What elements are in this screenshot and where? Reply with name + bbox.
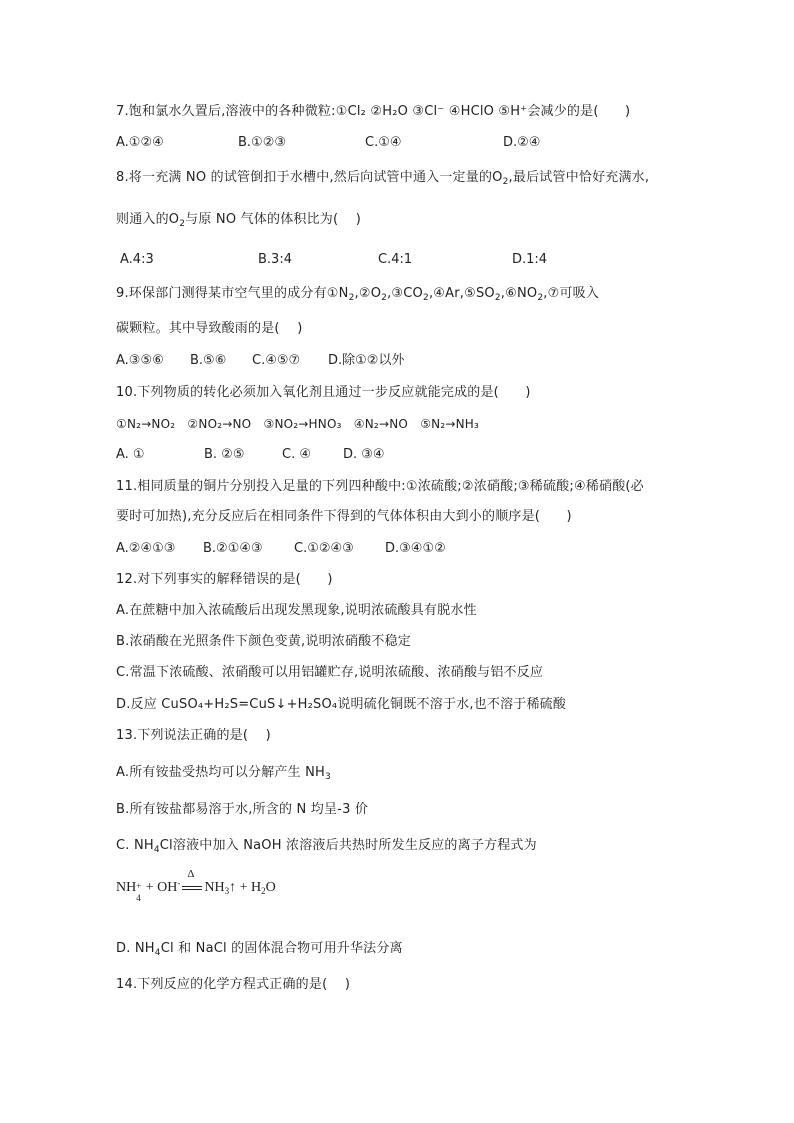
q9-stem-f: ,⑦可吸入 bbox=[543, 286, 600, 301]
q7-option-c: C.①④ bbox=[365, 135, 402, 150]
q12-option-c: C.常温下浓硫酸、浓硝酸可以用铝罐贮存,说明浓硫酸、浓硝酸与铝不反应 bbox=[116, 665, 544, 680]
q8-stem-line2: 则通入的$O_2$与原 NO 气体的体积比为( ) bbox=[116, 212, 362, 229]
q8-stem-d: 与原 NO 气体的体积比为( ) bbox=[185, 212, 362, 227]
q11-stem-line1: 11.相同质量的铜片分别投入足量的下列四种酸中:①浓硫酸;②浓硝酸;③稀硫酸;④稀硝酸(必 bbox=[116, 479, 644, 494]
eq-o: O bbox=[265, 880, 276, 895]
eq-up-h: ↑ + H bbox=[229, 880, 262, 895]
q8-option-c: C.4:1 bbox=[378, 252, 413, 267]
q13-option-d bbox=[116, 940, 403, 962]
eq-charge-plus: + bbox=[136, 881, 142, 891]
q8-option-a: A.4:3 bbox=[120, 252, 154, 267]
q9-stem-c: ,③CO bbox=[387, 286, 423, 301]
eq-sub-4: 4 bbox=[136, 893, 141, 903]
q14-stem: 14.下列反应的化学方程式正确的是( ) bbox=[116, 977, 351, 992]
q7-option-b: B.①②③ bbox=[238, 135, 287, 150]
q8-stem-a: 8.将一充满 NO 的试管倒扣于水槽中,然后向试管中通入一定量的O bbox=[116, 170, 503, 185]
q13-stem: 13.下列说法正确的是( ) bbox=[116, 728, 271, 743]
q13-option-c-sub: 4 bbox=[153, 845, 160, 855]
q11-option-c: C.①②④③ bbox=[294, 541, 354, 556]
q9-stem-line2: 碳颗粒。其中导致酸雨的是( ) bbox=[116, 321, 303, 336]
q9-stem-d: ,④Ar,⑤SO bbox=[428, 286, 495, 301]
q13-option-d-sub: 4 bbox=[154, 948, 161, 958]
q7-option-a: A.①②④ bbox=[116, 135, 164, 150]
q10-stem: 10.下列物质的转化必须加入氧化剂且通过一步反应就能完成的是( ) bbox=[116, 385, 531, 400]
q11-option-b: B.②①④③ bbox=[203, 541, 263, 556]
q13-option-a-text: A.所有铵盐受热均可以分解产生 NH bbox=[116, 765, 326, 780]
q10-option-a: A. ① bbox=[116, 447, 145, 462]
q9-option-b: B.⑤⑥ bbox=[190, 353, 227, 368]
q8-option-b: B.3:4 bbox=[258, 252, 292, 267]
eq-sub-2: 2 bbox=[261, 886, 266, 896]
q11-option-d: D.③④①② bbox=[385, 541, 446, 556]
eq-oh: + OH bbox=[142, 880, 178, 895]
eq-heat-arrow bbox=[182, 867, 202, 894]
q8-stem-b: ,最后试管中恰好充满水, bbox=[508, 170, 650, 185]
eq-delta: Δ bbox=[187, 867, 195, 880]
q9-stem-e: ,⑥NO bbox=[500, 286, 538, 301]
q13-option-c-post: Cl溶液中加入 NaOH 浓溶液后共热时所发生反应的离子方程式为 bbox=[159, 838, 537, 853]
q7-stem: 7.饱和氯水久置后,溶液中的各种微粒:①Cl₂ ②H₂O ③Cl⁻ ④HClO ⑤H⁺会减少的是( ) bbox=[116, 104, 631, 119]
q13-option-d-post: Cl 和 NaCl 的固体混合物可用升华法分离 bbox=[160, 941, 403, 956]
eq-nh-left: NH bbox=[116, 880, 137, 895]
q13-option-a-sub: 3 bbox=[325, 772, 331, 782]
q13-option-c-pre: C. NH bbox=[116, 838, 154, 853]
q12-option-d: D.反应 CuSO₄+H₂S=CuS↓+H₂SO₄说明硫化铜既不溶于水,也不溶于稀硫酸 bbox=[116, 697, 567, 712]
q12-option-a: A.在蔗糖中加入浓硫酸后出现发黑现象,说明浓硫酸具有脱水性 bbox=[116, 603, 477, 618]
q10-option-c: C. ④ bbox=[282, 447, 311, 462]
q10-option-d: D. ③④ bbox=[343, 447, 385, 462]
q13-option-a bbox=[116, 764, 331, 786]
q9-stem-b: ,②O bbox=[354, 286, 382, 301]
q11-option-a: A.②④①③ bbox=[116, 541, 176, 556]
q8-stem-line1: 8.将一充满 NO 的试管倒扣于水槽中,然后向试管中通入一定量的$O_2$,最后试管中恰好充满水, bbox=[116, 170, 650, 187]
q13-option-d-pre: D. NH bbox=[116, 941, 155, 956]
q10-option-b: B. ②⑤ bbox=[204, 447, 245, 462]
q7-option-d: D.②④ bbox=[503, 135, 541, 150]
q11-stem-line2: 要时可加热),充分反应后在相同条件下得到的气体体积由大到小的顺序是( ) bbox=[116, 509, 572, 524]
q8-option-d: D.1:4 bbox=[512, 252, 548, 267]
q13-option-c bbox=[116, 837, 537, 859]
eq-charge-minus: - bbox=[177, 878, 181, 888]
q9-stem-a: 9.环保部门测得某市空气里的成分有①N bbox=[116, 286, 349, 301]
q13-ionic-equation bbox=[116, 867, 276, 903]
q9-option-a: A.③⑤⑥ bbox=[116, 353, 164, 368]
q9-stem-line1: 9.环保部门测得某市空气里的成分有$①N_2,②O_2,③CO_2,④Ar,⑤SO_2,⑥NO_2,⑦$可吸入 bbox=[116, 286, 600, 303]
q10-items: ①N₂→NO₂ ②NO₂→NO ③NO₂→HNO₃ ④N₂→NO ⑤N₂→NH₃ bbox=[116, 417, 480, 431]
q9-option-c: C.④⑤⑦ bbox=[252, 353, 301, 368]
q12-option-b: B.浓硝酸在光照条件下颜色变黄,说明浓硝酸不稳定 bbox=[116, 634, 411, 649]
eq-sub-3: 3 bbox=[224, 886, 230, 896]
eq-nh3: NH bbox=[204, 880, 225, 895]
q12-stem: 12.对下列事实的解释错误的是( ) bbox=[116, 572, 333, 587]
q9-option-d: D.除①②以外 bbox=[328, 353, 405, 368]
q8-stem-c: 则通入的O bbox=[116, 212, 180, 227]
q13-option-b: B.所有铵盐都易溶于水,所含的 N 均呈-3 价 bbox=[116, 802, 369, 817]
